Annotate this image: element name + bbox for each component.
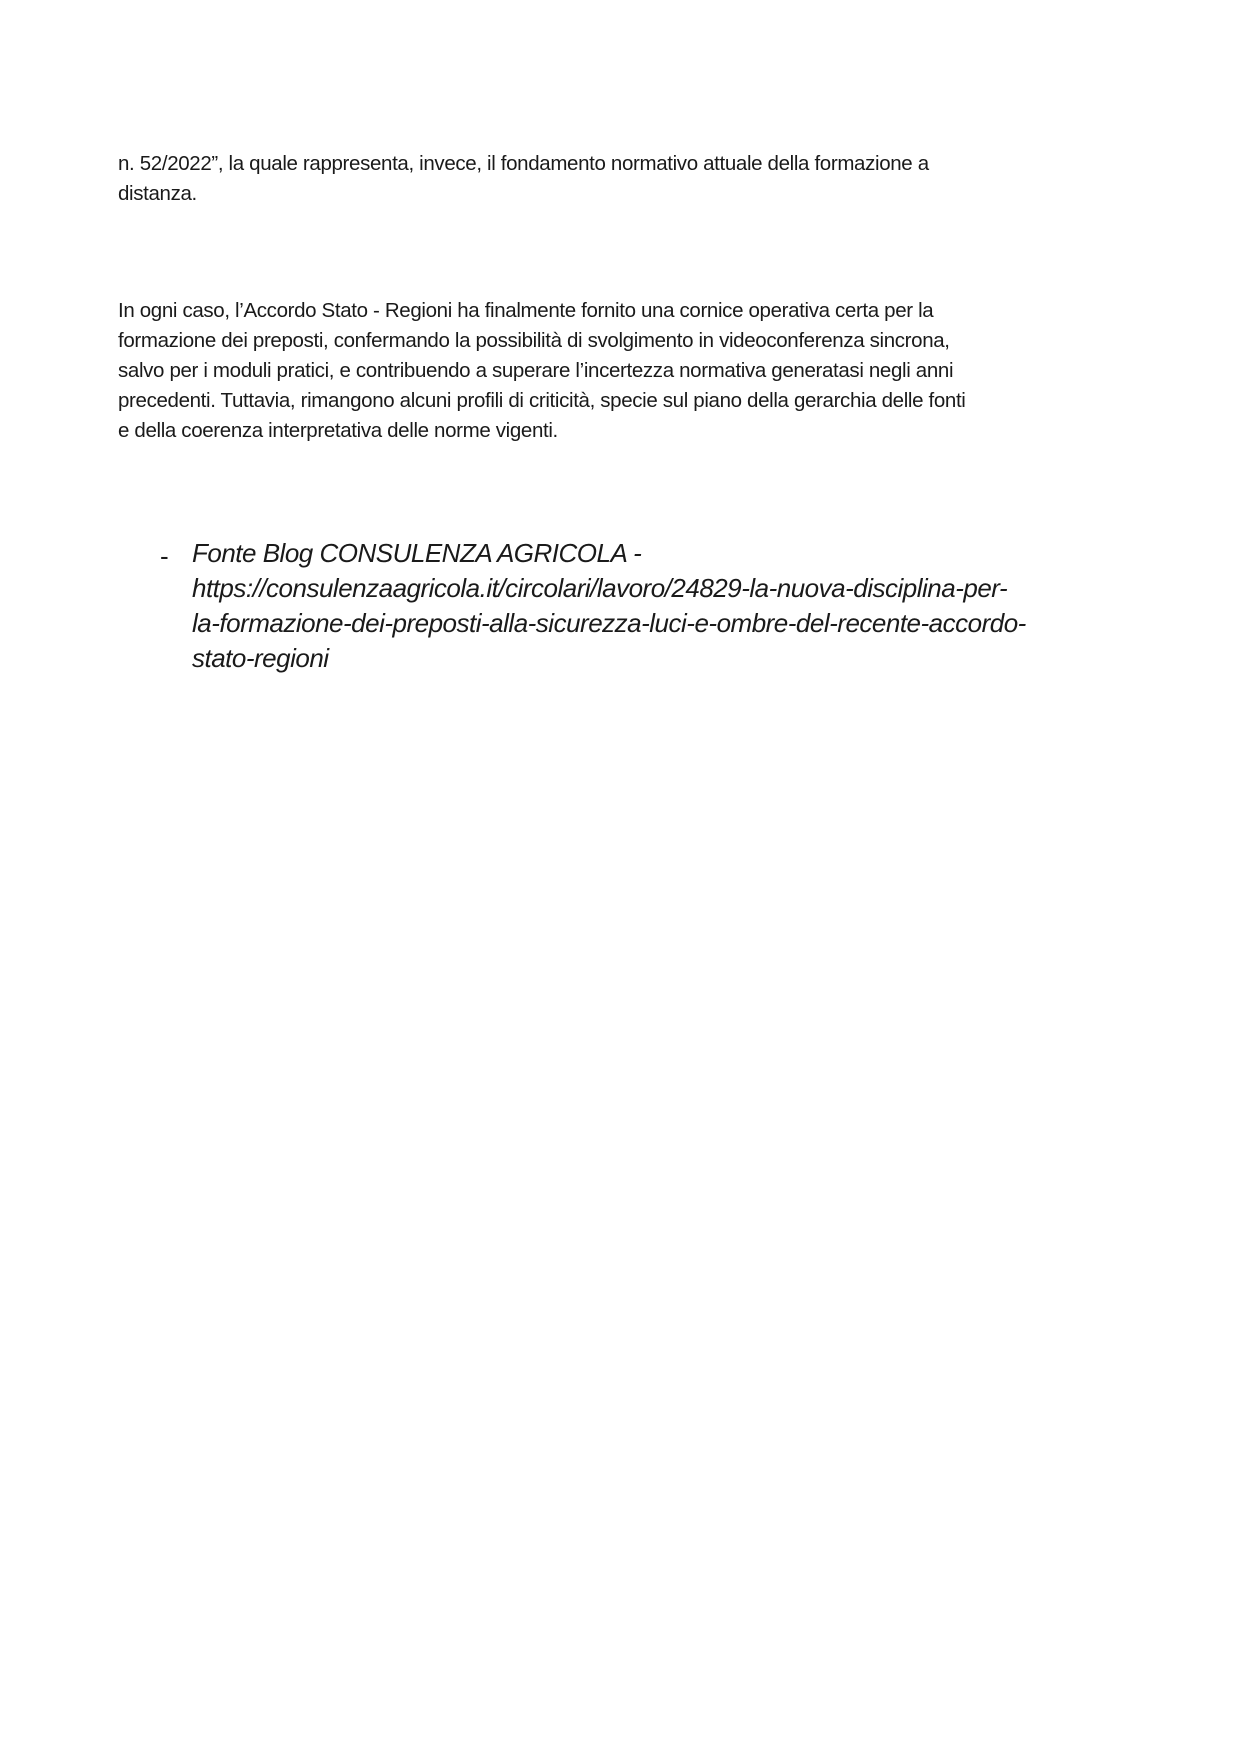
list-bullet-dash: - <box>160 541 169 571</box>
paragraph-line: In ogni caso, l’Accordo Stato - Regioni ha finalmente fornito una cornice operativa certa per la <box>118 299 934 322</box>
paragraph-line: formazione dei preposti, confermando la possibilità di svolgimento in videoconferenza sincrona, <box>118 329 950 352</box>
source-label: Fonte Blog CONSULENZA AGRICOLA - <box>192 538 642 568</box>
paragraph-line: n. 52/2022”, la quale rappresenta, invece, il fondamento normativo attuale della formazione a <box>118 152 929 175</box>
paragraph-line: distanza. <box>118 182 197 205</box>
source-url-line: https://consulenzaagricola.it/circolari/lavoro/24829-la-nuova-disciplina-per- <box>192 573 1008 603</box>
source-url-line: la-formazione-dei-preposti-alla-sicurezza-luci-e-ombre-del-recente-accordo- <box>192 608 1026 638</box>
paragraph-line: precedenti. Tuttavia, rimangono alcuni profili di criticità, specie sul piano della gerarchia delle fonti <box>118 389 966 412</box>
source-url-line: stato-regioni <box>192 643 329 673</box>
paragraph-line: e della coerenza interpretativa delle norme vigenti. <box>118 419 558 442</box>
source-citation <box>192 536 1026 676</box>
paragraph-line: salvo per i moduli pratici, e contribuendo a superare l’incertezza normativa generatasi negli anni <box>118 359 954 382</box>
paragraph-conclusion <box>118 296 966 446</box>
paragraph-distance-training <box>118 149 929 209</box>
